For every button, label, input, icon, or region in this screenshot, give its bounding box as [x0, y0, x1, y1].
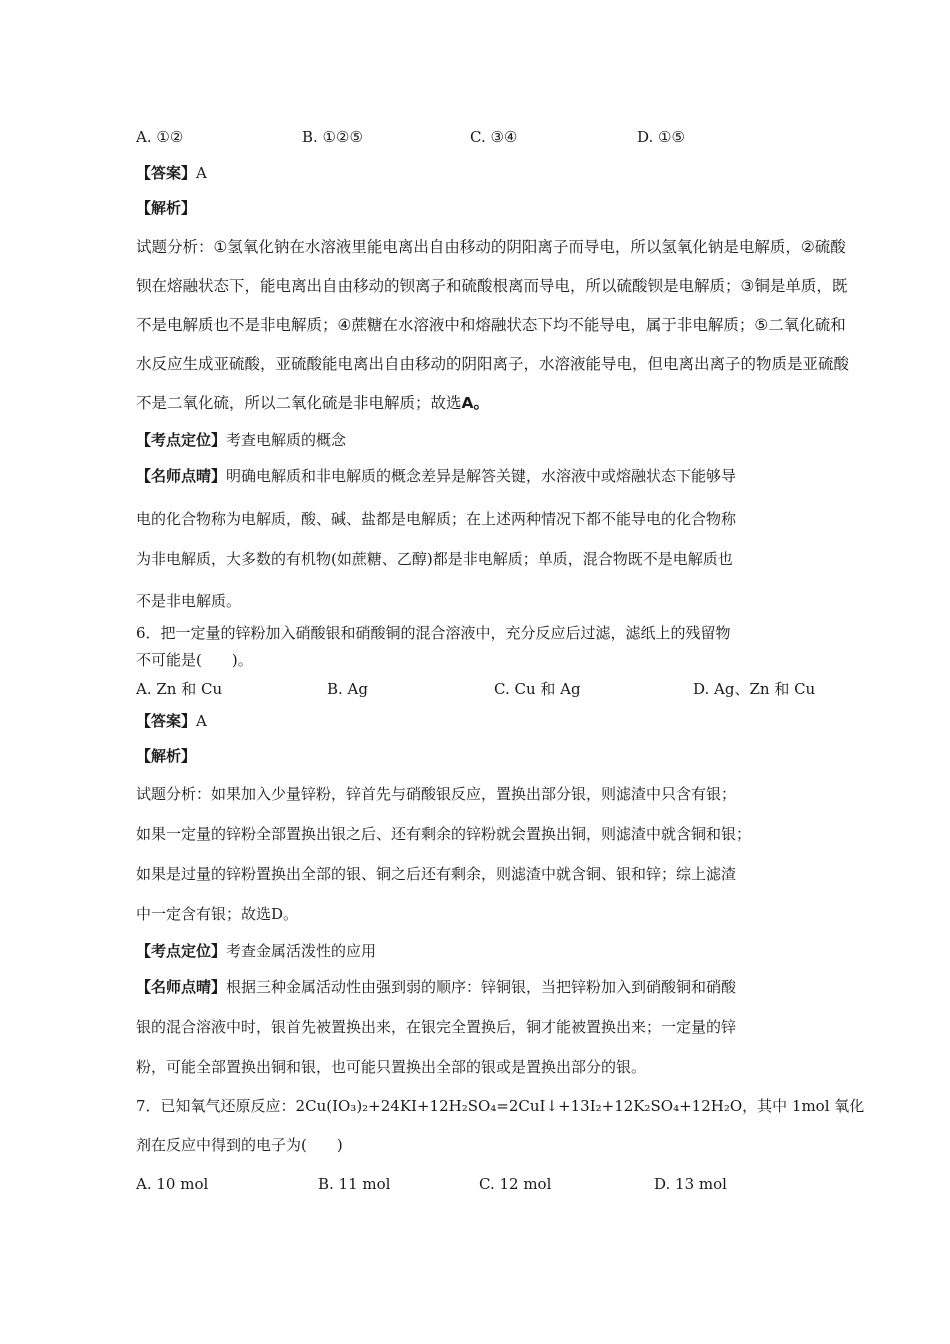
q5-analysis-title: 【解析】 — [136, 199, 197, 217]
q6-kaodian — [136, 941, 376, 961]
q7-option-a: A. 10 mol — [136, 1175, 209, 1193]
q6-analysis-line: 试题分析：如果加入少量锌粉，锌首先与硝酸银反应，置换出部分银，则滤渣中只含有银； — [136, 785, 737, 803]
q5-option-d: D. ①⑤ — [637, 128, 685, 146]
q6-mingshi-line: 根据三种金属活动性由强到弱的顺序：锌铜银，当把锌粉加入到硝酸铜和硝酸 — [226, 978, 737, 996]
q7-stem-line: 剂在反应中得到的电子为( ) — [136, 1136, 343, 1154]
q7-option-b: B. 11 mol — [318, 1175, 391, 1193]
q6-analysis-title: 【解析】 — [136, 747, 197, 765]
q7-option-d: D. 13 mol — [654, 1175, 727, 1193]
q5-kaodian-text: 考查电解质的概念 — [226, 431, 347, 449]
q6-analysis-line: 中一定含有银；故选D。 — [136, 905, 299, 923]
q6-answer-value: A — [196, 712, 207, 730]
q5-analysis-line: 水反应生成亚硫酸，亚硫酸能电离出自由移动的阴阳离子，水溶液能导电，但电离出离子的物质是亚硫酸 — [136, 355, 850, 373]
q5-mingshi — [136, 466, 736, 486]
q6-mingshi-line: 银的混合溶液中时，银首先被置换出来，在银完全置换后，铜才能被置换出来；一定量的锌 — [136, 1018, 737, 1036]
q6-option-c: C. Cu 和 Ag — [494, 680, 581, 698]
q5-analysis-line: 试题分析：①氢氧化钠在水溶液里能电离出自由移动的阴阳离子而导电，所以氢氧化钠是电解质，②硫酸 — [136, 238, 846, 256]
q6-analysis-line: 如果一定量的锌粉全部置换出银之后、还有剩余的锌粉就会置换出铜，则滤渣中就含铜和银； — [136, 825, 752, 843]
q5-analysis-line: 不是电解质也不是非电解质；④蔗糖在水溶液中和熔融状态下均不能导电，属于非电解质；⑤二氧化硫和 — [136, 316, 846, 334]
q5-analysis-line: 不是二氧化硫，所以二氧化硫是非电解质；故选 — [136, 394, 462, 412]
q6-stem-line: 6．把一定量的锌粉加入硝酸银和硝酸铜的混合溶液中，充分反应后过滤，滤纸上的残留物 — [136, 624, 731, 642]
q5-option-c: C. ③④ — [470, 128, 518, 146]
q7-stem-line: 7．已知氧气还原反应：2Cu(IO₃)₂+24KI+12H₂SO₄=2CuI↓+13I₂+12K₂SO₄+12H₂O，其中 1mol 氧化 — [136, 1097, 865, 1115]
q6-option-b: B. Ag — [327, 680, 368, 698]
q5-analysis-last-line — [136, 393, 489, 413]
q5-answer-value: A — [196, 164, 207, 182]
q6-stem-line: 不可能是( )。 — [136, 651, 253, 669]
q5-mingshi-line: 电的化合物称为电解质，酸、碱、盐都是电解质；在上述两种情况下都不能导电的化合物称 — [136, 510, 737, 528]
q5-kaodian-label: 【考点定位】 — [136, 431, 227, 449]
q6-mingshi-line: 粉，可能全部置换出铜和银，也可能只置换出全部的银或是置换出部分的银。 — [136, 1058, 647, 1076]
q6-answer-label: 【答案】 — [136, 712, 197, 730]
q5-option-b: B. ①②⑤ — [302, 128, 363, 146]
q6-analysis-line: 如果是过量的锌粉置换出全部的银、铜之后还有剩余，则滤渣中就含铜、银和锌；综上滤渣 — [136, 865, 737, 883]
q6-kaodian-text: 考查金属活泼性的应用 — [226, 942, 377, 960]
q5-mingshi-label: 【名师点晴】 — [136, 467, 227, 485]
q6-mingshi — [136, 977, 736, 997]
q5-kaodian — [136, 430, 346, 450]
q5-answer — [136, 163, 207, 183]
q5-mingshi-line: 不是非电解质。 — [136, 592, 242, 610]
q6-mingshi-label: 【名师点晴】 — [136, 978, 227, 996]
q5-answer-label: 【答案】 — [136, 164, 197, 182]
q6-option-d: D. Ag、Zn 和 Cu — [693, 680, 816, 698]
q5-analysis-line: 钡在熔融状态下，能电离出自由移动的钡离子和硫酸根离而导电，所以硫酸钡是电解质；③铜是单质，既 — [136, 277, 848, 295]
q6-option-a: A. Zn 和 Cu — [136, 680, 223, 698]
q5-mingshi-line: 明确电解质和非电解质的概念差异是解答关键，水溶液中或熔融状态下能够导 — [226, 467, 737, 485]
q6-kaodian-label: 【考点定位】 — [136, 942, 227, 960]
q5-mingshi-line: 为非电解质，大多数的有机物(如蔗糖、乙醇)都是非电解质；单质，混合物既不是电解质也 — [136, 550, 733, 568]
q5-analysis-choice: A。 — [461, 394, 490, 412]
q6-answer — [136, 711, 207, 731]
q7-option-c: C. 12 mol — [479, 1175, 552, 1193]
q5-option-a: A. ①② — [136, 128, 184, 146]
